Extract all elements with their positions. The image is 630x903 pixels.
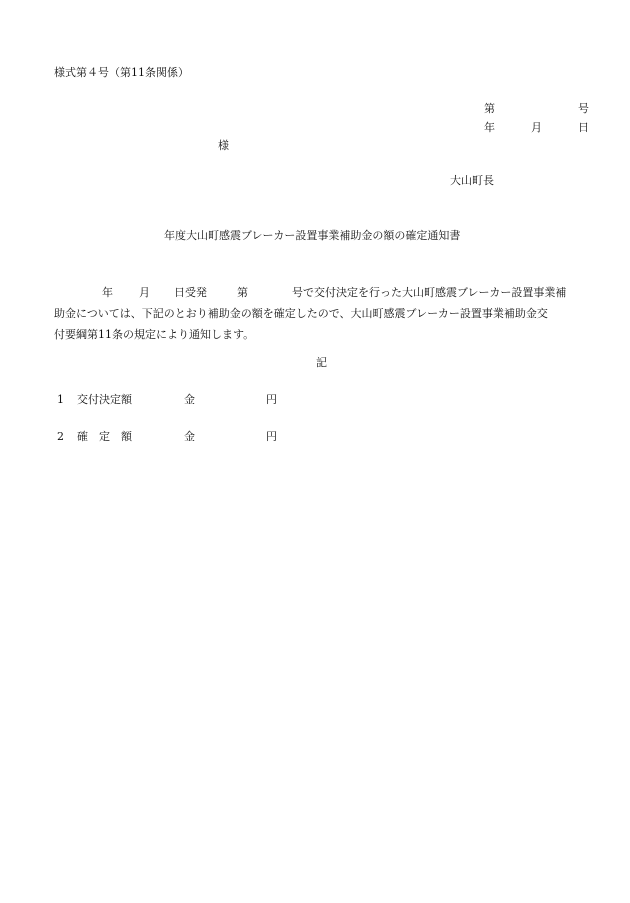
item-kin: 金 [184,430,195,443]
item-number: 2 [57,430,64,443]
item-row [57,428,277,444]
body-line-1-rest: 号で交付決定を行った大山町感震ブレーカー設置事業補 [292,286,567,299]
date-day: 日 [578,121,589,134]
body-line-3: 付要綱第11条の規定により通知します。 [54,328,255,341]
body-year: 年 [102,286,113,299]
item-number: 1 [57,393,64,406]
body-day-received: 日受発 [174,286,207,299]
item-row [57,391,277,407]
document-title: 年度大山町感震ブレーカー設置事業補助金の額の確定通知書 [164,229,461,242]
body-month: 月 [139,286,150,299]
body-dai: 第 [237,286,248,299]
number-prefix: 第 [484,102,495,115]
body-line-1 [54,282,586,303]
ki-heading: 記 [316,356,327,369]
item-label: 確 定 額 [77,430,132,443]
date-month: 月 [531,121,542,134]
item-label: 交付決定額 [77,393,132,406]
body-line-2: 助金については、下記のとおり補助金の額を確定したので、大山町感震ブレーカー設置事業補助金交 [54,307,548,320]
item-yen: 円 [266,430,277,443]
body-paragraph [54,282,586,345]
issuer-title: 大山町長 [450,174,494,187]
item-kin: 金 [184,393,195,406]
addressee-honorific: 様 [218,139,229,152]
number-suffix: 号 [578,102,589,115]
date-year: 年 [484,121,495,134]
item-yen: 円 [266,393,277,406]
form-label: 様式第４号（第11条関係） [54,66,189,79]
